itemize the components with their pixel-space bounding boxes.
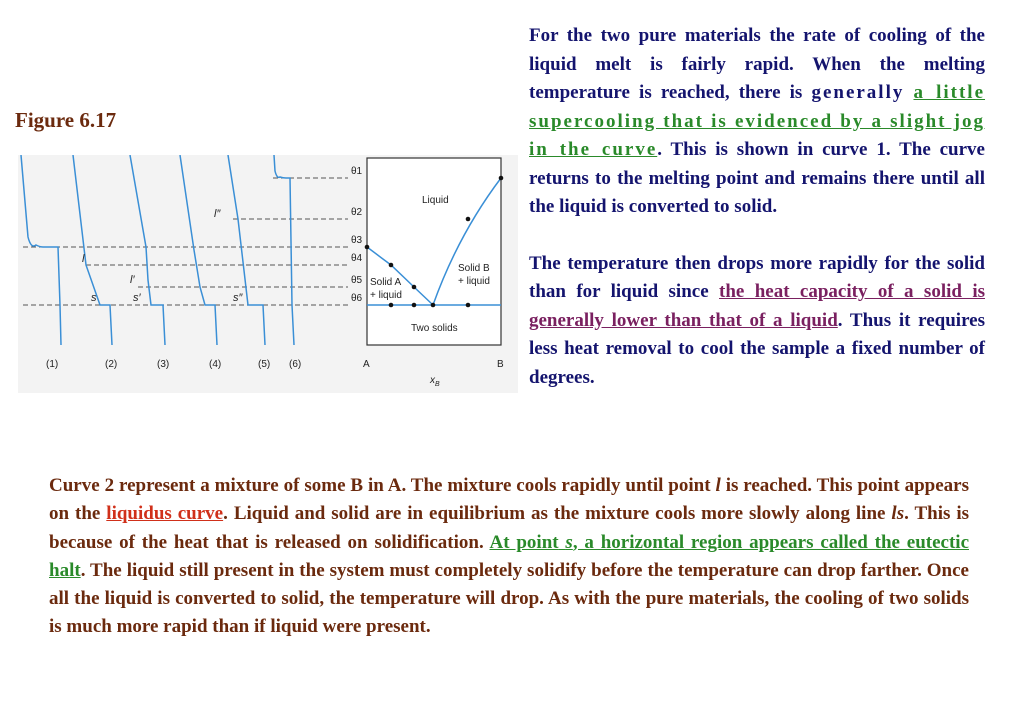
para2-text-2: . Thus it requires less heat removal to cool the sample a fixed number of degrees. <box>529 309 985 388</box>
para1-text-3: . This is shown in curve 1. The curve returns to the melting point and remains there until all the liquid is converted to solid. <box>529 139 985 217</box>
point-theta3 <box>365 245 370 250</box>
para2-text-1: The temperature then drops more rapidly for the solid than for liquid since <box>529 252 985 302</box>
para1-text-2: generally <box>811 82 905 103</box>
theta2-label: θ2 <box>351 207 363 218</box>
line-ls-symbol: ls <box>891 503 905 525</box>
solid-a-label: Solid A <box>370 277 402 288</box>
point-theta1 <box>499 176 504 181</box>
right-text-column <box>529 22 985 420</box>
para3-text-2: is reached. This point appears on the <box>49 475 970 525</box>
supercooling-link[interactable]: a little supercooling that is evidenced by a slight jog in the curve <box>529 82 986 160</box>
paragraph-heat-capacity <box>529 250 985 393</box>
para3-text-5: . The liquid still present in the system must completely solidify before the temperature can drop farther. Once all the liquid is converted to solid, the temperature will drop. As with the pure materials, the cooling of two solids is much more rapid than if liquid were present. <box>49 559 969 638</box>
two-solids-label: Two solids <box>411 323 458 334</box>
point-s-line-2 <box>412 303 417 308</box>
point-theta2 <box>466 217 471 222</box>
point-l-symbol: l <box>715 475 721 496</box>
theta3-label: θ3 <box>351 235 363 246</box>
curve-5-label: (5) <box>258 359 271 370</box>
paragraph-supercooling <box>529 22 985 222</box>
point-theta4 <box>389 263 394 268</box>
cooling-curves-figure <box>18 155 518 395</box>
para3-text-4: . This is because of the heat that is released on solidification. <box>49 503 969 553</box>
solid-b-label: Solid B <box>458 263 490 274</box>
solid-a-liquid-label: + liquid <box>370 290 402 301</box>
point-s-line-1 <box>389 303 394 308</box>
eutectic-link-text-1: At point <box>489 531 559 553</box>
paragraph-curve-2 <box>49 472 969 642</box>
label-l-double-prime: l″ <box>214 208 221 220</box>
point-theta5 <box>412 285 417 290</box>
axis-x-symbol: x <box>430 375 435 386</box>
theta5-label: θ5 <box>351 275 363 286</box>
axis-x-subscript: B <box>435 381 440 388</box>
theta4-label: θ4 <box>351 253 363 264</box>
solid-b-liquid-label: + liquid <box>458 276 490 287</box>
curve-6-label: (6) <box>289 359 302 370</box>
curve-3-label: (3) <box>157 359 170 370</box>
label-l: l <box>82 253 85 265</box>
point-s-symbol: s <box>565 531 573 553</box>
para3-text-1: Curve 2 represent a mixture of some B in A. The mixture cools rapidly until point <box>49 475 711 496</box>
theta1-label: θ1 <box>351 166 363 177</box>
curve-2-label: (2) <box>105 359 118 370</box>
axis-b-label: B <box>497 359 504 370</box>
liquid-label: Liquid <box>422 195 449 206</box>
label-s-prime: s′ <box>133 292 141 304</box>
label-l-prime: l′ <box>130 274 135 286</box>
figure-label: Figure 6.17 <box>15 108 117 132</box>
curve-1-label: (1) <box>46 359 59 370</box>
para1-text-1: For the two pure materials the rate of cooling of the liquid melt is fairly rapid. When the melting temperature is reached, there is <box>529 25 985 103</box>
label-s: s <box>91 292 97 304</box>
curve-4-label: (4) <box>209 359 222 370</box>
phase-diagram-frame <box>367 158 501 345</box>
liquidus-curve-link[interactable]: liquidus curve <box>106 503 224 525</box>
para3-text-3: . Liquid and solid are in equilibrium as the mixture cools more slowly along line <box>223 503 886 525</box>
bottom-text-block <box>49 472 969 642</box>
theta6-label: θ6 <box>351 293 363 304</box>
label-s-double-prime: s″ <box>233 292 243 304</box>
heat-capacity-link[interactable]: the heat capacity of a solid is generally lower than that of a liquid <box>529 281 985 331</box>
point-eutectic <box>431 303 436 308</box>
point-s-line-3 <box>466 303 471 308</box>
axis-a-label: A <box>363 359 370 370</box>
eutectic-link-text-2: , a horizontal region appears called the eutectic halt <box>49 531 969 581</box>
